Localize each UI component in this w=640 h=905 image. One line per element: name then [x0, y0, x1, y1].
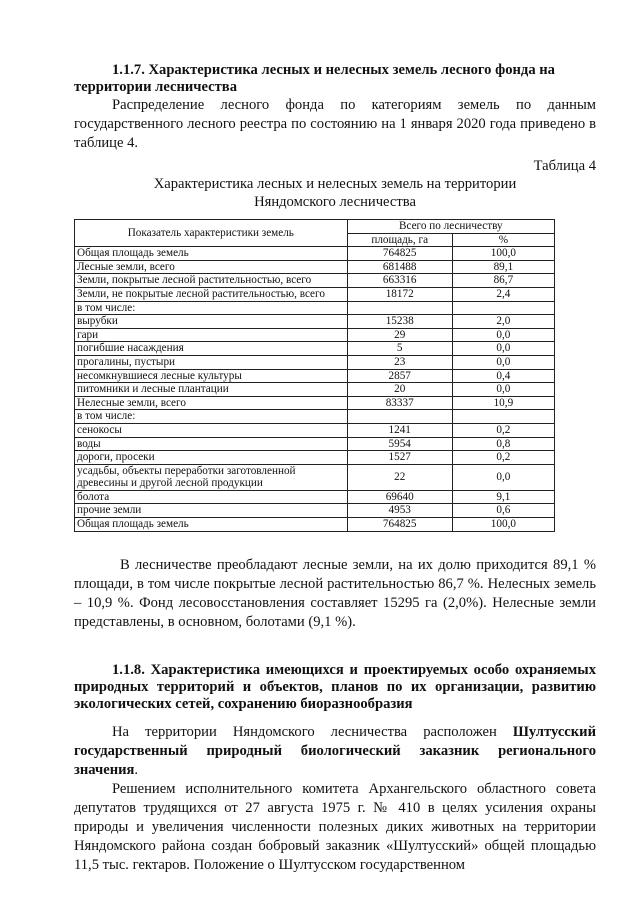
row-area: 22 — [347, 464, 452, 490]
table-row — [75, 504, 555, 518]
table-row — [75, 396, 555, 410]
row-label: погибшие насаждения — [75, 342, 348, 356]
table-row — [75, 451, 555, 465]
row-area: 69640 — [347, 490, 452, 504]
land-characteristics-table — [74, 219, 555, 532]
section-117-title-line2: территории лесничества — [74, 79, 237, 95]
row-label: несомкнувшиеся лесные культуры — [75, 369, 348, 383]
summary-paragraph: В лесничестве преобладают лесные земли, на их долю приходится 89,1 % площади, в том числе покрытые лесной растительностью 86,7 %. Нелесных земель – 10,9 %. Фонд лесовосстановления составляет 15295 га (2,0%). Нелесные земли представлены, в основном, болотами (9,1 %). — [74, 556, 596, 630]
table-row — [75, 490, 555, 504]
row-label: усадьбы, объекты переработки заготовленной древесины и другой лесной продукции — [75, 464, 348, 490]
table-row — [75, 274, 555, 288]
row-percent: 9,1 — [452, 490, 554, 504]
table-row — [75, 287, 555, 301]
row-percent: 86,7 — [452, 274, 554, 288]
row-area: 1241 — [347, 423, 452, 437]
document-page — [74, 62, 596, 875]
row-label: Общая площадь земель — [75, 518, 348, 532]
row-label: Земли, покрытые лесной растительностью, всего — [75, 274, 348, 288]
table-row — [75, 355, 555, 369]
table-row — [75, 464, 555, 490]
row-area: 663316 — [347, 274, 452, 288]
row-label: прогалины, пустыри — [75, 355, 348, 369]
table-row — [75, 315, 555, 329]
row-percent: 89,1 — [452, 260, 554, 274]
row-area: 4953 — [347, 504, 452, 518]
col-header-indicator: Показатель характеристики земель — [75, 220, 348, 247]
row-area: 20 — [347, 383, 452, 397]
row-percent: 0,8 — [452, 437, 554, 451]
table-caption-line1: Характеристика лесных и нелесных земель на территории — [153, 176, 517, 192]
row-label: Нелесные земли, всего — [75, 396, 348, 410]
row-percent: 2,0 — [452, 315, 554, 329]
row-label: питомники и лесные плантации — [75, 383, 348, 397]
table-row — [75, 301, 555, 315]
table-row — [75, 369, 555, 383]
row-area: 764825 — [347, 518, 452, 532]
col-header-area: площадь, га — [347, 233, 452, 247]
row-area — [347, 410, 452, 424]
row-percent: 0,0 — [452, 464, 554, 490]
row-percent: 100,0 — [452, 518, 554, 532]
row-percent — [452, 301, 554, 315]
row-percent: 0,0 — [452, 383, 554, 397]
row-label: сенокосы — [75, 423, 348, 437]
row-area: 5954 — [347, 437, 452, 451]
decision-paragraph: Решением исполнительного комитета Архангельского областного совета депутатов трудящихся от 27 августа 1975 г. № 410 в целях усиления охраны природы и увеличения численности полезных диких животных на территории Няндомского района создан бобровый заказник «Шултусский» общей площадью 11,5 тыс. гектаров. Положение о Шултусском государственном — [74, 780, 596, 873]
row-area: 29 — [347, 328, 452, 342]
row-percent: 10,9 — [452, 396, 554, 410]
row-percent: 0,2 — [452, 423, 554, 437]
reserve-name: Шултусский государственный природный биологический заказник регионального значения — [74, 723, 596, 778]
row-area: 681488 — [347, 260, 452, 274]
row-percent: 0,4 — [452, 369, 554, 383]
row-area: 18172 — [347, 287, 452, 301]
row-label: дороги, просеки — [75, 451, 348, 465]
row-area: 5 — [347, 342, 452, 356]
table-row — [75, 247, 555, 261]
table-caption-line2: Няндомского лесничества — [254, 194, 416, 210]
reserve-suffix: . — [134, 761, 139, 778]
row-area — [347, 301, 452, 315]
table-row — [75, 260, 555, 274]
section-117-title-line1: 1.1.7. Характеристика лесных и нелесных земель лесного фонда на — [112, 62, 555, 78]
table-row — [75, 383, 555, 397]
section-118-title-text: 1.1.8. Характеристика имеющихся и проектируемых особо охраняемых природных территорий и объектов, планов по их организации, развитию экологических сетей, сохранению биоразнообразия — [74, 661, 596, 712]
table-row — [75, 342, 555, 356]
col-header-total: Всего по лесничеству — [347, 220, 554, 234]
row-label: в том числе: — [75, 410, 348, 424]
reserve-paragraph — [74, 723, 596, 780]
row-label: воды — [75, 437, 348, 451]
row-area: 764825 — [347, 247, 452, 261]
row-label: гари — [75, 328, 348, 342]
table-label: Таблица 4 — [533, 158, 596, 174]
row-label: Общая площадь земель — [75, 247, 348, 261]
table-row — [75, 410, 555, 424]
row-label: прочие земли — [75, 504, 348, 518]
row-percent: 0,6 — [452, 504, 554, 518]
table-row — [75, 437, 555, 451]
table-row — [75, 423, 555, 437]
row-area: 15238 — [347, 315, 452, 329]
row-area: 1527 — [347, 451, 452, 465]
row-percent: 0,2 — [452, 451, 554, 465]
table-row — [75, 328, 555, 342]
row-label: Лесные земли, всего — [75, 260, 348, 274]
col-header-percent: % — [452, 233, 554, 247]
row-label: вырубки — [75, 315, 348, 329]
intro-paragraph: Распределение лесного фонда по категориям земель по данным государственного лесного реестра по состоянию на 1 января 2020 года приведено в таблице 4. — [74, 97, 596, 151]
row-percent: 0,0 — [452, 328, 554, 342]
row-area: 83337 — [347, 396, 452, 410]
section-118-title — [74, 662, 596, 713]
row-area: 23 — [347, 355, 452, 369]
row-label: в том числе: — [75, 301, 348, 315]
row-label: болота — [75, 490, 348, 504]
row-percent: 0,0 — [452, 342, 554, 356]
row-percent: 2,4 — [452, 287, 554, 301]
table-row — [75, 518, 555, 532]
row-percent: 100,0 — [452, 247, 554, 261]
row-label: Земли, не покрытые лесной растительностью, всего — [75, 287, 348, 301]
row-area: 2857 — [347, 369, 452, 383]
row-percent: 0,0 — [452, 355, 554, 369]
reserve-prefix: На территории Няндомского лесничества расположен — [112, 723, 513, 740]
row-percent — [452, 410, 554, 424]
